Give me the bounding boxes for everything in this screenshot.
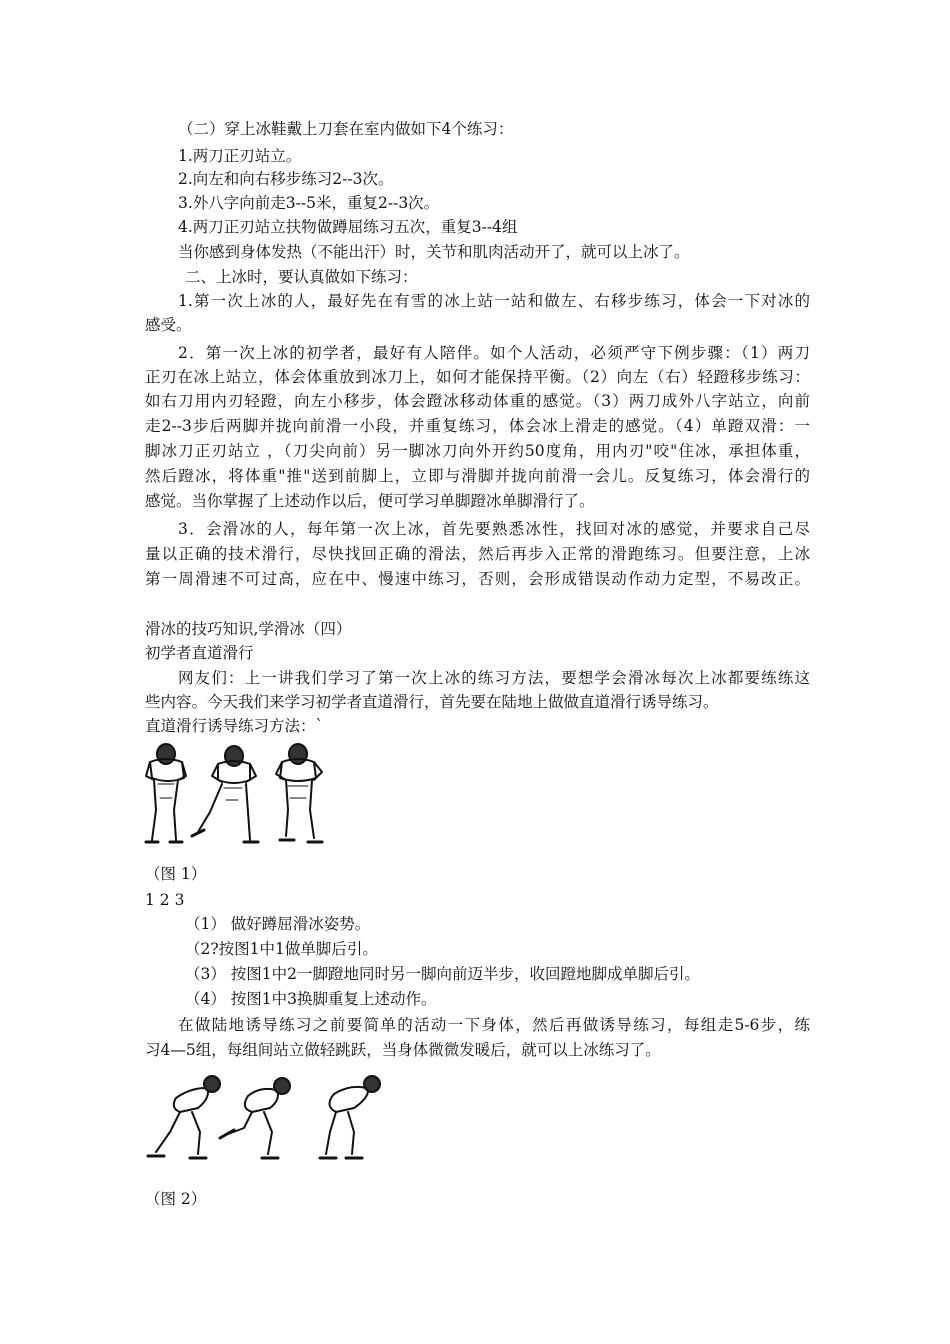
- section-b-p2-line-5: 脚冰刀正刃站立 ，（刀尖向前）另一脚冰刀向外开约50度角，用内刃"咬"住冰，承担体重，: [145, 442, 810, 460]
- section-a-item-3: 3.外八字向前走3--5米，重复2--3次。: [178, 194, 440, 212]
- section-c-method-label: 直道滑行诱导练习方法：`: [145, 717, 324, 735]
- section-b-p1-line-2: 感受。: [145, 316, 192, 334]
- figure-1-numbers: 1 2 3: [145, 891, 185, 909]
- section-a-item-4: 4.两刀正刃站立扶物做蹲屈练习五次，重复3--4组: [178, 218, 518, 236]
- section-b-p1-line-1: 1.第一次上冰的人，最好先在有雪的冰上站一站和做左、右移步练习，体会一下对冰的: [178, 292, 810, 310]
- section-c-intro-line-1: 网友们：上一讲我们学习了第一次上冰的练习方法，要想学会滑冰每次上冰都要练练这: [178, 669, 810, 687]
- figure-1-caption: （图 1）: [145, 865, 207, 883]
- section-a-item-1: 1.两刀正刃站立。: [178, 147, 302, 165]
- section-c-subtitle: 初学者直道滑行: [145, 644, 254, 662]
- figure-2-skater-1: [148, 1076, 220, 1158]
- section-b-p2-line-6: 然后蹬冰，将体重"推"送到前脚上，立即与滑脚并拢向前滑一会儿。反复练习，体会滑行的: [145, 467, 810, 485]
- step-3: （3） 按图1中2一脚蹬地同时另一脚向前迈半步，收回蹬地脚成单脚后引。: [185, 965, 701, 983]
- section-b-p2-line-7: 感觉。当你掌握了上述动作以后，便可学习单脚蹬冰单脚滑行了。: [145, 492, 595, 510]
- step-1: （1） 做好蹲屈滑冰姿势。: [185, 915, 371, 933]
- step-2: （2?按图1中1做单脚后引。: [185, 940, 378, 958]
- section-b-p3-line-3: 第一周滑速不可过高，应在中、慢速中练习，否则，会形成错误动作动力定型，不易改正。: [145, 570, 810, 588]
- section-b-p3-line-1: 3．会滑冰的人，每年第一次上冰，首先要熟悉冰性，找回对冰的感觉，并要求自己尽: [178, 520, 810, 538]
- figure-1-skater-1: [146, 744, 186, 842]
- figure-1-skater-3: [276, 744, 322, 842]
- section-b-p3-line-2: 量以正确的技术滑行，尽快找回正确的滑法，然后再步入正常的滑跑练习。但要注意，上冰: [145, 545, 810, 563]
- section-c-title: 滑冰的技巧知识,学滑冰（四）: [145, 620, 352, 638]
- closing-line-1: 在做陆地诱导练习之前要简单的活动一下身体，然后再做诱导练习，每组走5-6步，练: [178, 1016, 810, 1034]
- section-c-intro-line-2: 些内容。今天我们来学习初学者直道滑行，首先要在陆地上做做直道滑行诱导练习。: [145, 693, 719, 711]
- section-b-p2-line-2: 正刃在冰上站立，体会体重放到冰刀上，如何才能保持平衡。（2）向左（右）轻蹬移步练习：: [145, 368, 810, 386]
- section-a-item-2: 2.向左和向右移步练习2--3次。: [178, 170, 394, 188]
- figure-1-illustration: [138, 740, 338, 852]
- figure-2-illustration: [140, 1072, 390, 1164]
- section-b-p2-line-1: 2．第一次上冰的初学者，最好有人陪伴。如个人活动，必须严守下例步骤：（1）两刀: [178, 344, 810, 362]
- section-b-p2-line-3: 如右刀用内刃轻蹬，向左小移步，体会蹬冰移动体重的感觉。（3）两刀成外八字站立，向前: [145, 392, 810, 410]
- section-b-heading: 二、上冰时，要认真做如下练习：: [185, 268, 418, 286]
- step-4: （4） 按图1中3换脚重复上述动作。: [185, 990, 437, 1008]
- figure-1-skater-2: [192, 746, 258, 842]
- figure-2-skater-2: [220, 1078, 290, 1158]
- section-a-heading: （二）穿上冰鞋戴上刀套在室内做如下4个练习：: [178, 120, 514, 138]
- closing-line-2: 习4—5组，每组间站立做轻跳跃，当身体微微发暖后，就可以上冰练习了。: [145, 1041, 661, 1059]
- figure-2-caption: （图 2）: [145, 1190, 207, 1208]
- figure-2-skater-3: [320, 1076, 380, 1158]
- section-a-note: 当你感到身体发热（不能出汗）时，关节和肌肉活动开了，就可以上冰了。: [178, 243, 690, 261]
- section-b-p2-line-4: 走2--3步后两脚并拢向前滑一小段，并重复练习，体会冰上滑走的感觉。（4）单蹬双滑：一: [145, 417, 810, 435]
